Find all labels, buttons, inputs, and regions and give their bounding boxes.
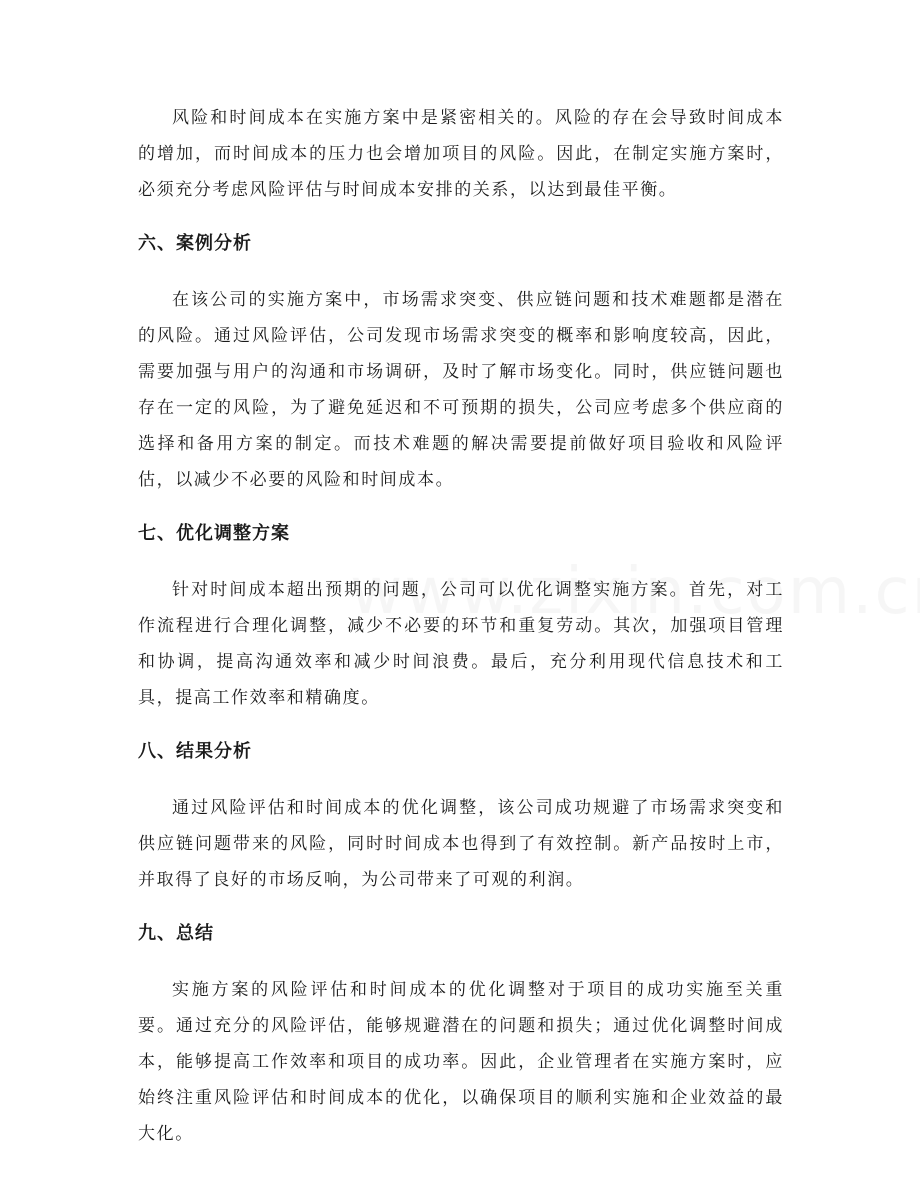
intro-paragraph: 风险和时间成本在实施方案中是紧密相关的。风险的存在会导致时间成本的增加，而时间成本的压力也会增加项目的风险。因此，在制定实施方案时，必须充分考虑风险评估与时间成本安排的关系，以达到最佳平衡。 <box>138 108 784 200</box>
section-paragraph-case-analysis: 在该公司的实施方案中，市场需求突变、供应链问题和技术难题都是潜在的风险。通过风险评估，公司发现市场需求突变的概率和影响度较高，因此，需要加强与用户的沟通和市场调研，及时了解市场变化。同时，供应链问题也存在一定的风险，为了避免延迟和不可预期的损失，公司应考虑多个供应商的选择和备用方案的制定。而技术难题的解决需要提前做好项目验收和风险评估，以减少不必要的风险和时间成本。 <box>138 290 784 490</box>
section-heading-optimization: 七、优化调整方案 <box>138 523 290 544</box>
section-paragraph-optimization: 针对时间成本超出预期的问题，公司可以优化调整实施方案。首先，对工作流程进行合理化调整，减少不必要的环节和重复劳动。其次，加强项目管理和协调，提高沟通效率和减少时间浪费。最后，充分利用现代信息技术和工具，提高工作效率和精确度。 <box>138 580 784 708</box>
section-heading-summary: 九、总结 <box>138 923 214 944</box>
section-heading-results: 八、结果分析 <box>138 741 252 762</box>
section-paragraph-results: 通过风险评估和时间成本的优化调整，该公司成功规避了市场需求突变和供应链问题带来的风险，同时时间成本也得到了有效控制。新产品按时上市，并取得了良好的市场反响，为公司带来了可观的利润。 <box>138 798 784 890</box>
section-paragraph-summary: 实施方案的风险评估和时间成本的优化调整对于项目的成功实施至关重要。通过充分的风险评估，能够规避潜在的问题和损失；通过优化调整时间成本，能够提高工作效率和项目的成功率。因此，企业管理者在实施方案时，应始终注重风险评估和时间成本的优化，以确保项目的顺利实施和企业效益的最大化。 <box>138 980 784 1144</box>
section-heading-case-analysis: 六、案例分析 <box>138 233 252 254</box>
document-body <box>138 100 784 1152</box>
